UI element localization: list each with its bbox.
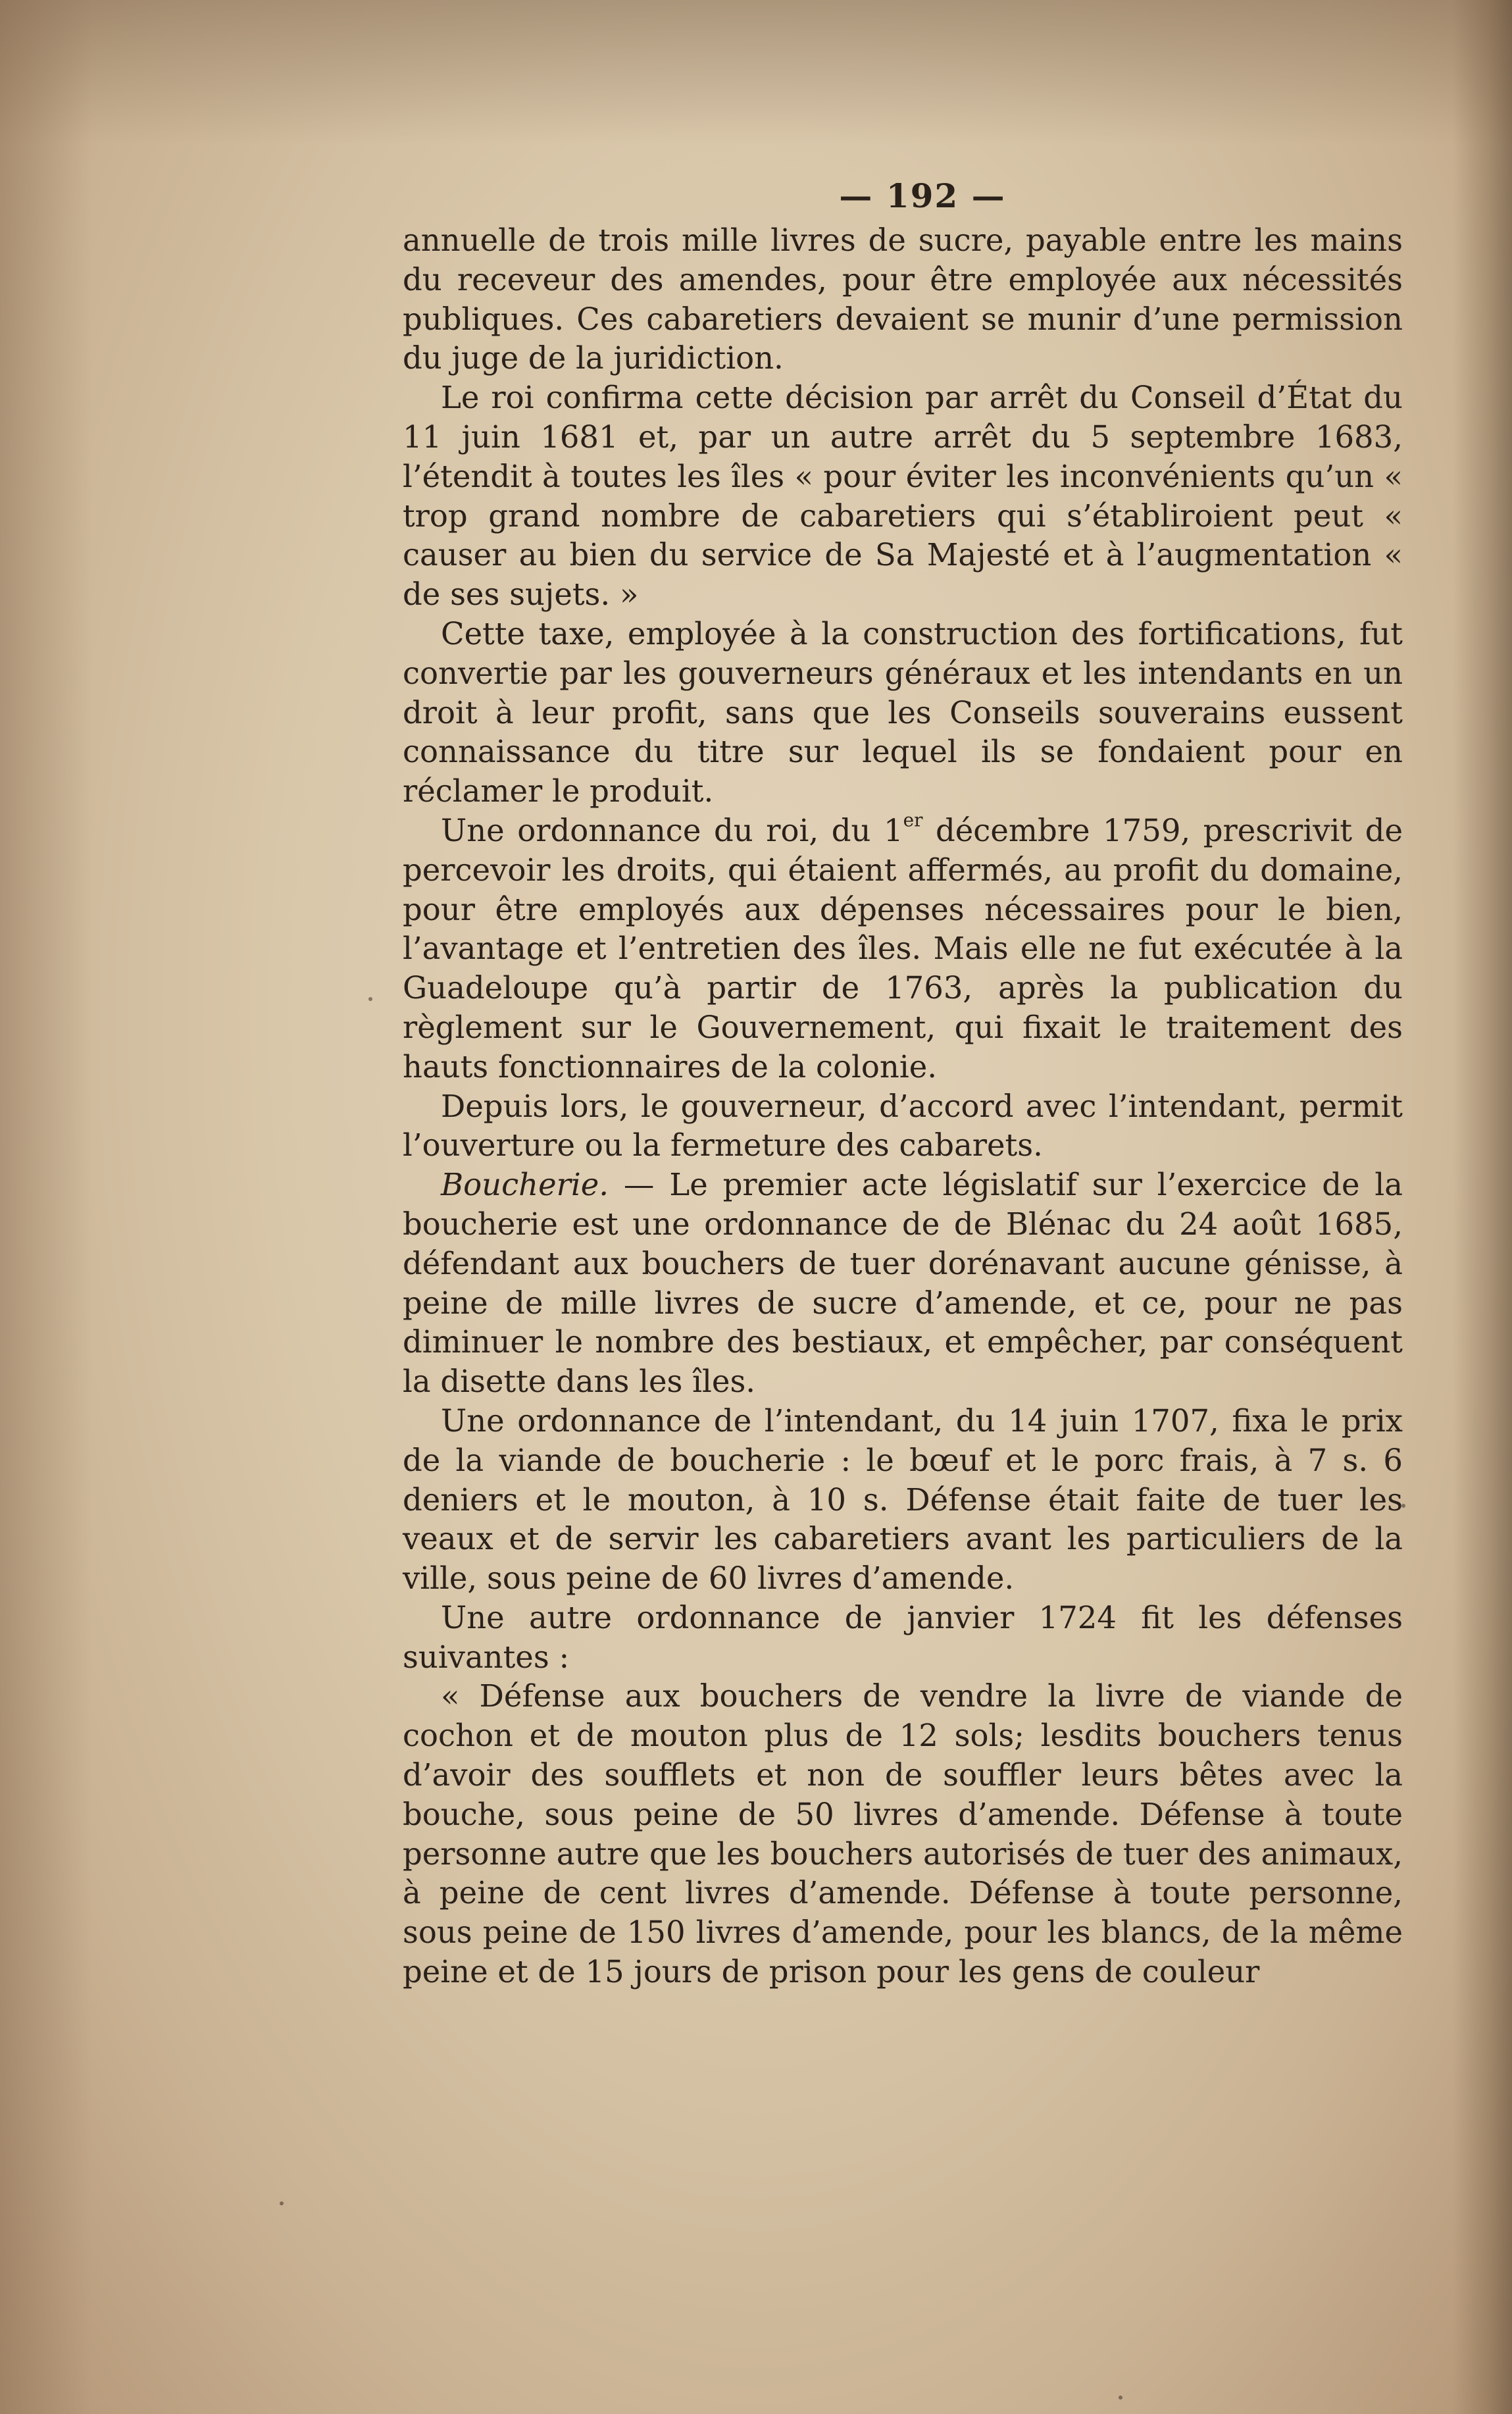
page-top-shadow	[0, 0, 1512, 145]
paragraph-4	[403, 811, 1403, 1087]
page-number: — 192 —	[839, 176, 1006, 215]
paragraph-5: Depuis lors, le gouverneur, d’accord avec l’intendant, permit l’ouverture ou la fermeture des cabarets.	[403, 1088, 1403, 1164]
paragraph-6	[403, 1166, 1403, 1402]
paragraph-9: « Défense aux bouchers de vendre la livre de viande de cochon et de mouton plus de 12 sols; lesdits bouchers tenus d’avoir des soufflets et non de souffler leurs bêtes avec la bouche, sous peine de 50 livres d’amende. Défense à toute personne autre que les bouchers autorisés de tuer des animaux, à peine de cent livres d’amende. Défense à toute personne, sous peine de 150 livres d’amende, pour les blancs, de la même peine et de 15 jours de prison pour les gens de couleur	[403, 1678, 1403, 1990]
paragraph-7: Une ordonnance de l’intendant, du 14 juin 1707, fixa le prix de la viande de boucherie : le bœuf et le porc frais, à 7 s. 6 deniers et le mouton, à 10 s. Défense était faite de tuer les veaux et de servir les cabaretiers avant les particuliers de la ville, sous peine de 60 livres d’amende.	[403, 1402, 1403, 1597]
body-text	[403, 176, 1403, 1992]
ordinal-superscript: er	[903, 809, 923, 831]
paragraph-4-start: Une ordonnance du roi, du 1	[441, 812, 903, 848]
paragraph-4-rest: décembre 1759, prescrivit de percevoir les droits, qui étaient affermés, au profit du domaine, pour être employés aux dépenses nécessaires pour le bien, l’avantage et l’entretien des îles. Mais elle ne fut exécutée à la Guadeloupe qu’à partir de 1763, après la publication du règlement sur le Gouvernement, qui fixait le traitement des hauts fonctionnaires de la colonie.	[403, 812, 1403, 1085]
paragraph-2: Le roi confirma cette décision par arrêt du Conseil d’État du 11 juin 1681 et, par un autre arrêt du 5 septembre 1683, l’étendit à toutes les îles « pour éviter les inconvénients qu’un « trop grand nombre de cabaretiers qui s’établiroient peut « causer au bien du service de Sa Majesté et à l’augmentation « de ses sujets. »	[403, 380, 1403, 613]
paragraph-1: annuelle de trois mille livres de sucre, payable entre les mains du receveur des amendes, pour être employée aux nécessités publiques. Ces cabaretiers devaient se munir d’une permission du juge de la juridiction.	[403, 222, 1403, 376]
paragraph-6-rest: — Le premier acte législatif sur l’exercice de la boucherie est une ordonnance de de Blénac du 24 août 1685, défendant aux bouchers de tuer dorénavant aucune génisse, à peine de mille livres de sucre d’amende, et ce, pour ne pas diminuer le nombre des bestiaux, et empêcher, par conséquent la disette dans les îles.	[403, 1167, 1403, 1400]
paragraph-8: Une autre ordonnance de janvier 1724 fit les défenses suivantes :	[403, 1599, 1403, 1675]
page-spine-shadow	[1453, 0, 1512, 2414]
speck	[280, 2201, 284, 2205]
section-heading-boucherie: Boucherie.	[441, 1167, 609, 1203]
paragraph-3: Cette taxe, employée à la construction des fortifications, fut convertie par les gouverneurs généraux et les intendants en un droit à leur profit, sans que les Conseils souverains eussent connaissance du titre sur lequel ils se fondaient pour en réclamer le produit.	[403, 615, 1403, 809]
speck	[368, 997, 372, 1001]
speck	[1119, 2396, 1122, 2400]
page-left-shadow	[0, 0, 92, 2414]
